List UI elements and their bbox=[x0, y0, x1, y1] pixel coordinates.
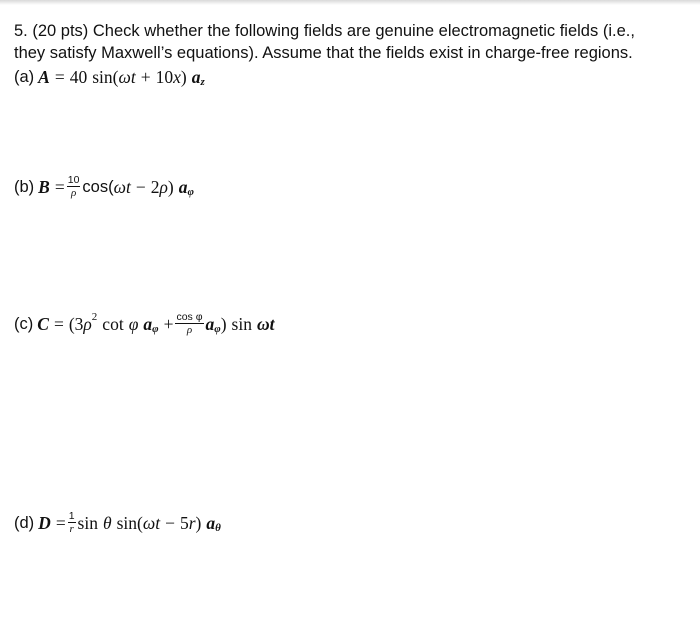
part-c-cot: cot bbox=[102, 313, 124, 334]
part-c-omega-t: ωt bbox=[256, 313, 275, 334]
part-b-fraction bbox=[67, 175, 81, 200]
part-b-variable: B bbox=[38, 176, 50, 197]
part-b-unit-vector: a bbox=[178, 176, 188, 197]
part-c-fraction bbox=[175, 312, 203, 337]
part-c-fraction-numerator: cos φ bbox=[176, 310, 203, 323]
part-b-unit-vector-subscript: φ bbox=[187, 186, 194, 198]
part-d-theta: θ bbox=[102, 512, 112, 533]
part-a-unit-vector-subscript: z bbox=[200, 76, 205, 88]
part-c-superscript: 2 bbox=[91, 311, 98, 323]
part-c-open: (3 bbox=[68, 313, 84, 334]
part-d-fraction bbox=[68, 511, 76, 536]
part-a-label: (a) bbox=[14, 67, 35, 86]
part-d-fraction-numerator: 1 bbox=[68, 509, 75, 522]
part-a-equation bbox=[14, 64, 205, 90]
part-b-close-paren: ) bbox=[167, 176, 174, 197]
part-c-fraction-denominator: ρ bbox=[186, 324, 193, 337]
part-a-function: sin( bbox=[92, 66, 119, 87]
part-d-minus: − bbox=[165, 512, 175, 533]
part-b-fraction-denominator: ρ bbox=[70, 187, 77, 200]
part-a-equals: = bbox=[54, 66, 65, 87]
part-a-coefficient: 40 bbox=[69, 66, 88, 87]
part-c-unit-vector-2: a bbox=[205, 313, 215, 334]
part-b-function: cos( bbox=[82, 177, 114, 196]
part-b-omega: ω bbox=[113, 176, 126, 197]
part-a-close-paren: ) bbox=[180, 66, 187, 87]
part-d-omega: ω bbox=[142, 512, 156, 533]
part-a-time: t bbox=[130, 66, 136, 87]
part-c-sin: sin bbox=[231, 313, 252, 334]
part-d-close-paren: ) bbox=[195, 512, 202, 533]
part-c-plus: + bbox=[163, 313, 174, 334]
part-b-label: (b) bbox=[14, 177, 35, 196]
part-a-ten: 10 bbox=[155, 66, 174, 87]
part-c-phi: φ bbox=[128, 313, 139, 334]
part-d-sin-2: sin( bbox=[116, 512, 143, 533]
part-d-equation bbox=[14, 506, 221, 540]
part-a-x: x bbox=[173, 66, 181, 87]
part-d-fraction-denominator: r bbox=[69, 523, 74, 536]
part-b-rho: ρ bbox=[159, 176, 168, 197]
part-b-minus: − bbox=[135, 176, 146, 197]
part-b-equals: = bbox=[54, 176, 65, 197]
part-d-sin-1: sin bbox=[77, 512, 98, 533]
part-d-variable: D bbox=[38, 512, 51, 533]
part-d-unit-vector-subscript: θ bbox=[215, 522, 221, 534]
part-b-fraction-numerator: 10 bbox=[67, 173, 80, 186]
question-text-line-2: they satisfy Maxwell’s equations). Assume that the fields exist in charge-free regions. bbox=[14, 44, 633, 62]
part-b-equation bbox=[14, 170, 194, 204]
part-c-variable: C bbox=[37, 313, 49, 334]
part-d-five: 5 bbox=[179, 512, 189, 533]
part-b-two: 2 bbox=[150, 176, 160, 197]
top-border bbox=[0, 0, 700, 5]
part-a-omega: ω bbox=[118, 66, 131, 87]
part-d-equals: = bbox=[55, 512, 66, 533]
part-c-close-paren: ) bbox=[220, 313, 227, 334]
part-c-equals: = bbox=[53, 313, 64, 334]
part-c-label: (c) bbox=[14, 314, 34, 333]
part-a-variable: A bbox=[38, 66, 50, 87]
part-a-unit-vector: a bbox=[191, 66, 201, 87]
part-d-unit-vector: a bbox=[206, 512, 216, 533]
part-d-label: (d) bbox=[14, 513, 35, 532]
part-c-unit-vector-1: a bbox=[143, 313, 153, 334]
part-c-equation bbox=[14, 304, 275, 344]
question-text-line-1: 5. (20 pts) Check whether the following fields are genuine electromagnetic fields (i.e., bbox=[14, 22, 635, 40]
part-b-time: t bbox=[125, 176, 131, 197]
part-c-rho: ρ bbox=[83, 313, 92, 334]
part-c-unit-vector-2-subscript: φ bbox=[214, 323, 221, 335]
part-a-plus: + bbox=[140, 66, 151, 87]
part-d-time: t bbox=[155, 512, 161, 533]
part-d-r: r bbox=[188, 512, 196, 533]
part-c-unit-vector-1-subscript: φ bbox=[152, 323, 159, 335]
